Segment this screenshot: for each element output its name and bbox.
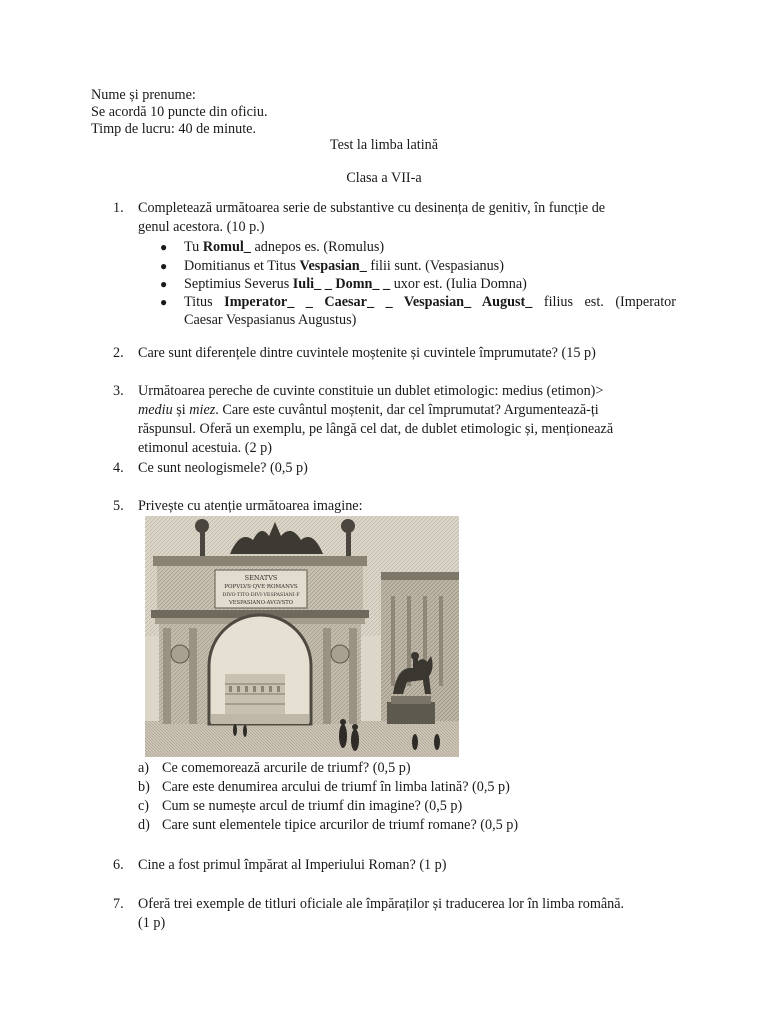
arch-of-titus-image [145, 516, 459, 757]
question-7-line2: (1 p) [138, 915, 166, 931]
question-5-text: Privește cu atenție următoarea imagine: [138, 498, 363, 514]
q1-bullet-1: Tu Romul_ adnepos es. (Romulus) [184, 239, 385, 255]
q5-sub-d-letter: d) [138, 817, 150, 833]
question-5-number: 5. [113, 498, 124, 514]
question-6-number: 6. [113, 857, 124, 873]
question-1-text-line1: Completează următoarea serie de substantive cu desinența de genitiv, în funcție de [138, 200, 606, 216]
question-3-line1: Următoarea pereche de cuvinte constituie un dublet etimologic: medius (etimon)> [138, 383, 604, 399]
question-3-line2: mediu și miez. Care este cuvântul moștenit, dar cel împrumutat? Argumentează-ți [138, 402, 599, 418]
question-4-number: 4. [113, 460, 124, 476]
question-7-number: 7. [113, 896, 124, 912]
time-line: Timp de lucru: 40 de minute. [91, 121, 256, 137]
question-2-text: Care sunt diferențele dintre cuvintele moștenite și cuvintele împrumutate? (15 p) [138, 345, 596, 361]
question-2-number: 2. [113, 345, 124, 361]
bullet-icon: ● [160, 240, 168, 254]
inscription-line-1: SENATVS [244, 574, 278, 582]
question-4-text: Ce sunt neologismele? (0,5 p) [138, 460, 308, 476]
question-6-text: Cine a fost primul împărat al Imperiului Roman? (1 p) [138, 857, 447, 873]
question-1-number: 1. [113, 200, 124, 216]
q5-sub-a-letter: a) [138, 760, 150, 776]
page-subtitle: Clasa a VII-a [346, 170, 422, 186]
question-1-text-line2: genul acestora. (10 p.) [138, 219, 265, 235]
q1-bullet-4-continuation: Caesar Vespasianus Augustus) [184, 312, 357, 328]
bullet-icon: ● [160, 259, 168, 273]
inscription-line-4: VESPASIANO·AVGVSTO [228, 600, 294, 606]
question-3-line3: răspunsul. Oferă un exemplu, pe lângă cel dat, de dublet etimologic și, menționează [138, 421, 614, 437]
points-line: Se acordă 10 puncte din oficiu. [91, 104, 268, 120]
question-7-line1: Oferă trei exemple de titluri oficiale ale împăraților și traducerea lor în limba română. [138, 896, 625, 912]
inscription-line-2: POPVLVS·QVE·ROMANVS [224, 584, 298, 590]
inscription-line-3: DIVO·TITO·DIVI·VESPASIANI·F [222, 593, 300, 598]
bullet-icon: ● [160, 295, 168, 309]
q5-sub-a-text: Ce comemorează arcurile de triumf? (0,5 p) [162, 760, 411, 776]
question-3-number: 3. [113, 383, 124, 399]
q1-bullet-4: Titus Imperator_ _ Caesar_ _ Vespasian_ August_ filius est. (Imperator [184, 294, 676, 310]
q5-sub-b-letter: b) [138, 779, 150, 795]
q5-sub-c-text: Cum se numește arcul de triumf din imagine? (0,5 p) [162, 798, 463, 814]
question-3-line4: etimonul acestuia. (2 p) [138, 440, 272, 456]
q1-bullet-2: Domitianus et Titus Vespasian_ filii sunt. (Vespasianus) [184, 258, 504, 274]
q1-bullet-3: Septimius Severus Iuli_ _ Domn_ _ uxor est. (Iulia Domna) [184, 276, 527, 292]
q5-sub-c-letter: c) [138, 798, 150, 814]
bullet-icon: ● [160, 277, 168, 291]
page-title: Test la limba latină [329, 137, 439, 153]
q5-sub-b-text: Care este denumirea arcului de triumf în limba latină? (0,5 p) [162, 779, 510, 795]
q5-sub-d-text: Care sunt elementele tipice arcurilor de triumf romane? (0,5 p) [162, 817, 519, 833]
name-line: Nume și prenume: [91, 87, 196, 103]
